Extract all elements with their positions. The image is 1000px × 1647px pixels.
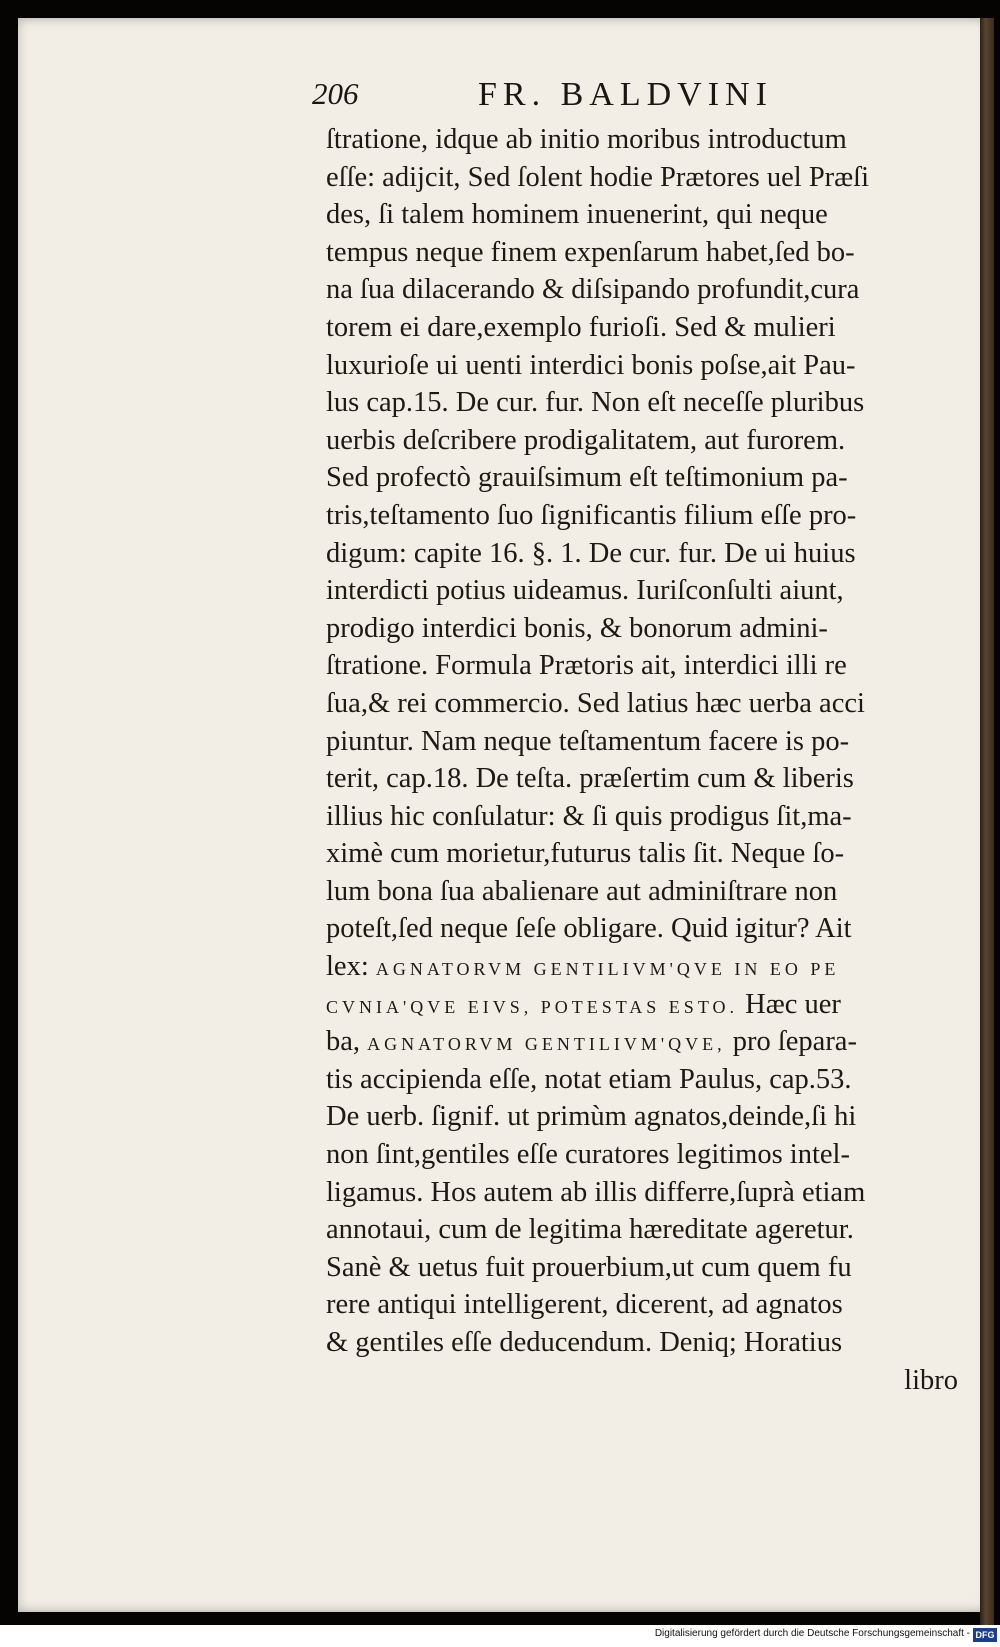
text-line: illius hic conſulatur: & ſi quis prodigus ſit,ma-: [326, 800, 852, 832]
text-line: Sed profectò grauiſsimum eſt teſtimonium pa-: [326, 462, 848, 494]
text-line: ligamus. Hos autem ab illis differre,ſuprà etiam: [326, 1176, 866, 1208]
text-line: luxurioſe ui uenti interdici bonis poſse,ait Pau-: [326, 349, 856, 381]
text-line: rere antiqui intelligerent, dicerent, ad agnatos: [326, 1289, 843, 1321]
text-line-law-quote: [326, 986, 966, 1024]
text-line: na ſua dilacerando & diſsipando profundit,cura: [326, 274, 860, 306]
text-line: interdicti potius uideamus. Iuriſconſulti aiunt,: [326, 575, 844, 607]
funding-note: Digitalisierung gefördert durch die Deutsche Forschungsgemeinschaft -: [654, 1628, 970, 1639]
page-edge: [980, 18, 994, 1643]
law-suffix: Hæc uer: [737, 988, 841, 1020]
text-line: ximè cum morietur,futurus talis ſit. Neque ſo-: [326, 838, 845, 870]
text-line: piuntur. Nam neque teſtamentum facere is po-: [326, 725, 850, 757]
law-caps: AGNATORVM GENTILIVM'QVE IN EO PE: [375, 959, 840, 980]
text-line: des, ſi talem hominem inuenerint, qui neque: [326, 199, 828, 231]
text-line: digum: capite 16. §. 1. De cur. fur. De ui huius: [326, 537, 856, 569]
text-line: non ſint,gentiles eſſe curatores legitimos intel-: [326, 1139, 850, 1171]
text-line: & gentiles eſſe deducendum. Deniq; Horatius: [326, 1327, 843, 1358]
law-suffix: pro ſepara-: [725, 1026, 857, 1058]
text-line: terit, cap.18. De teſta. præſertim cum & liberis: [326, 763, 854, 795]
text-line: lus cap.15. De cur. fur. Non eſt neceſſe pluribus: [326, 387, 865, 419]
text-line: Sanè & uetus fuit prouerbium,ut cum quem fu: [326, 1251, 852, 1283]
text-line: lum bona ſua abalienare aut adminiſtrare non: [326, 875, 838, 907]
running-title: FR. BALDVINI: [478, 76, 773, 113]
text-line: torem ei dare,exemplo furioſi. Sed & mulieri: [326, 311, 836, 343]
text-line: tis accipienda eſſe, notat etiam Paulus, cap.53.: [326, 1063, 852, 1095]
law-prefix: ba,: [326, 1026, 368, 1058]
text-line: ſua,& rei commercio. Sed latius hæc uerba acci: [326, 687, 865, 719]
text-line: prodigo interdici bonis, & bonorum admini-: [326, 612, 828, 644]
dfg-logo: DFG: [973, 1628, 997, 1642]
text-line-law-quote: [326, 948, 966, 986]
text-line-law-quote: [326, 1023, 966, 1061]
text-line: uerbis deſcribere prodigalitatem, aut furorem.: [326, 424, 846, 456]
text-line: ſtratione. Formula Prætoris ait, interdici illi re: [326, 650, 847, 682]
text-line: eſſe: adijcit, Sed ſolent hodie Prætores uel Præſi: [326, 161, 870, 193]
page-number: 206: [312, 76, 359, 111]
law-prefix: lex:: [326, 951, 376, 983]
body-text: [326, 121, 966, 1399]
text-line: poteſt,ſed neque ſeſe obligare. Quid igitur? Ait: [326, 913, 852, 945]
catchword: libro: [904, 1364, 958, 1396]
law-caps: AGNATORVM GENTILIVM'QVE,: [367, 1034, 726, 1055]
text-line: annotaui, cum de legitima hæreditate ageretur.: [326, 1214, 854, 1246]
text-line: ſtratione, idque ab initio moribus introductum: [326, 124, 847, 155]
law-caps: CVNIA'QVE EIVS, POTESTAS ESTO.: [326, 996, 738, 1017]
text-line: tempus neque finem expenſarum habet,ſed bo-: [326, 236, 855, 268]
text-line: De uerb. ſignif. ut primùm agnatos,deinde,ſi hi: [326, 1101, 857, 1133]
text-line: tris,teſtamento ſuo ſignificantis filium eſſe pro-: [326, 499, 857, 531]
running-head: [312, 76, 832, 120]
digitization-footer: [0, 1625, 1000, 1647]
